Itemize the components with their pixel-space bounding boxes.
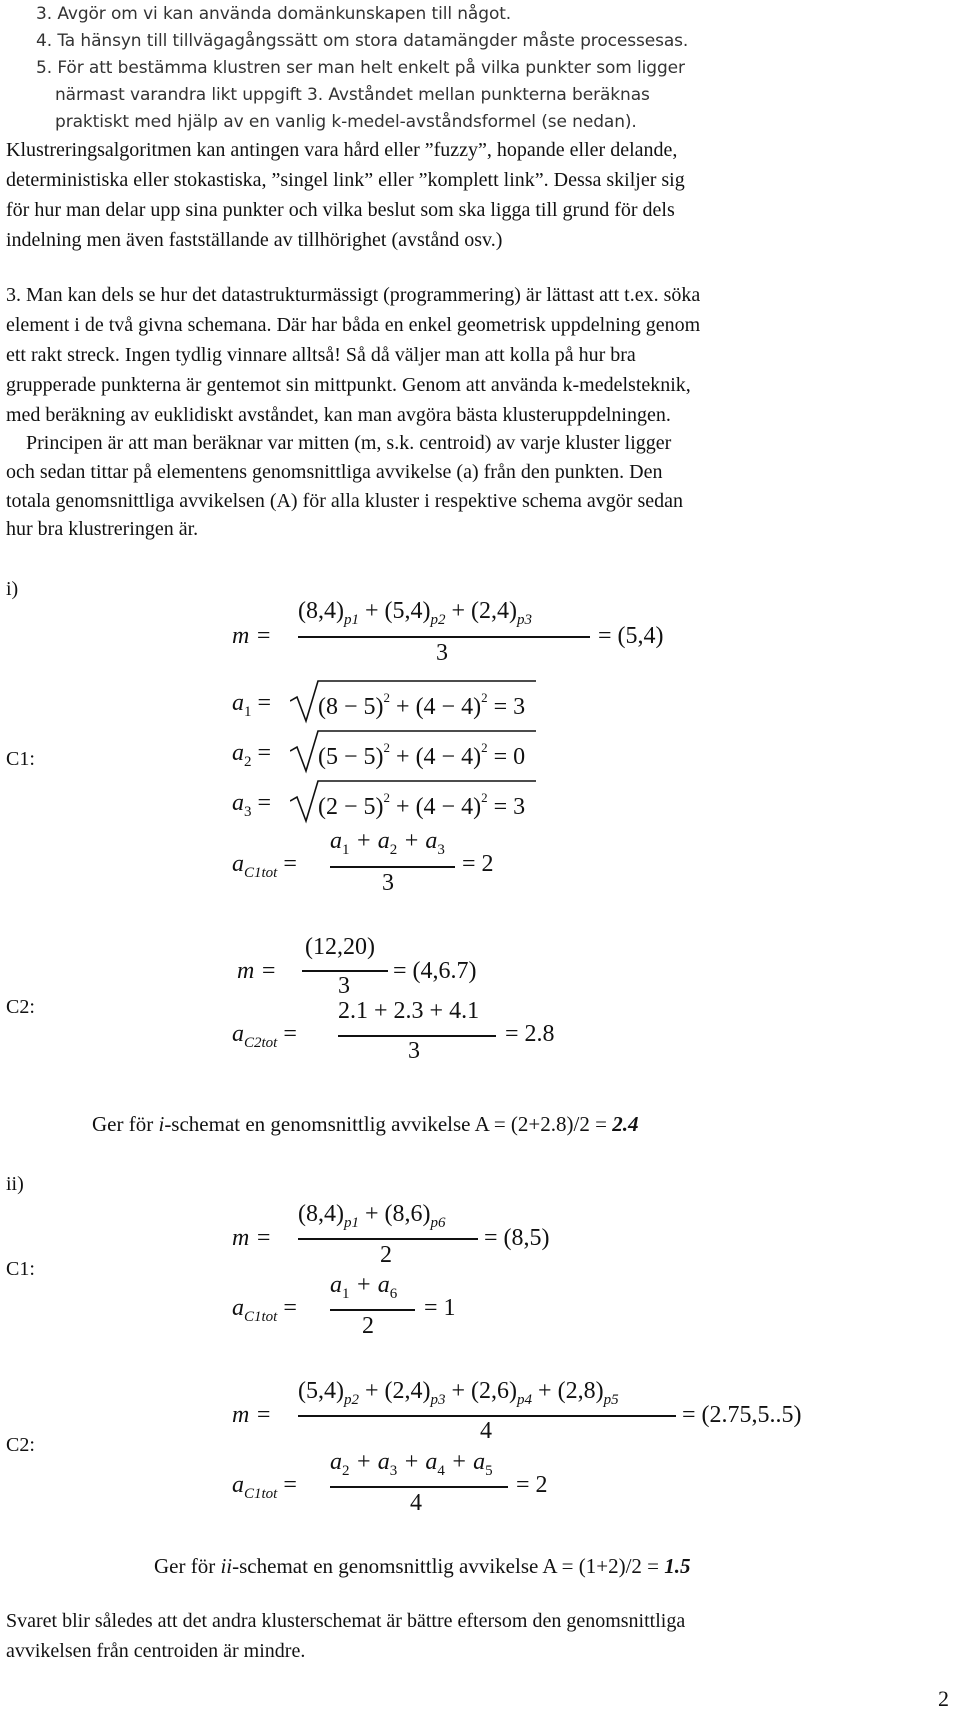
ii-m1-denominator: 2: [380, 1242, 392, 1268]
ii-m2-fraction-bar: [298, 1415, 676, 1417]
para2-line-3: ett rakt streck. Ingen tydlig vinnare alltså! Så då väljer man att kolla på hur bra: [6, 344, 636, 366]
i-ac1-result: = 2: [462, 851, 494, 877]
ii-ac1-numerator: $a_1 + a_6$: [330, 1272, 398, 1302]
section-i-c2-label: C2:: [6, 996, 35, 1018]
i-ac2-result: = 2.8: [505, 1021, 555, 1047]
i-m1-result: = (5,4): [598, 623, 664, 649]
i-m2-denominator: 3: [338, 973, 350, 999]
m-label: m =: [232, 623, 272, 649]
para2-line-6: Principen är att man beräknar var mitten (m, s.k. centroid) av varje kluster ligger: [6, 432, 672, 454]
para2-line-5: med beräkning av euklidiskt avståndet, kan man avgöra bästa klusteruppdelningen.: [6, 404, 671, 426]
ii-ac2-lhs: $a_{C1tot}$ =: [232, 1472, 297, 1502]
para2-line-4: grupperade punkterna är gentemot sin mittpunkt. Genom att använda k-medelsteknik,: [6, 374, 691, 396]
ii-m2-result: = (2.75,5..5): [682, 1402, 802, 1428]
i-a3-equation: $a_3$ =: [232, 790, 272, 820]
para1-line-1: Klustreringsalgoritmen kan antingen vara hård eller ”fuzzy”, hopande eller delande,: [6, 139, 678, 161]
section-ii-c2-label: C2:: [6, 1434, 35, 1456]
page-number: 2: [938, 1686, 949, 1711]
i-a2-equation: $a_2$ =: [232, 740, 272, 770]
para1-line-3: för hur man delar upp sina punkter och vilka beslut som ska ligga till grund för dels: [6, 199, 675, 221]
i-m2-result: = (4,6.7): [393, 958, 477, 984]
i-ac2-numerator: 2.1 + 2.3 + 4.1: [338, 998, 480, 1024]
conclusion-line-1: Svaret blir således att det andra klusterschemat är bättre eftersom den genomsnittliga: [6, 1610, 686, 1632]
i-a1-equation: $a_1$ =: [232, 690, 272, 720]
ii-m1-result: = (8,5): [484, 1225, 550, 1251]
i-m1-denominator: 3: [436, 640, 448, 666]
intro-line-1: 3. Avgör om vi kan använda domänkunskapen till något.: [36, 4, 512, 24]
ii-ac2-result: = 2: [516, 1472, 548, 1498]
i-a2-radicand: $(5 - 5)^2 + (4 - 4)^2 = 0$: [318, 740, 526, 770]
section-i-c1-label: C1:: [6, 748, 35, 770]
ii-m1-numerator: $(8,4)_{p1} + (8,6)_{p6}$: [298, 1201, 446, 1231]
section-ii-summary: Ger för ii-schemat en genomsnittlig avvikelse A = (1+2)/2 = 1.5: [154, 1554, 691, 1578]
ii-m1-fraction-bar: [298, 1238, 478, 1240]
i-m1-fraction-bar: [298, 636, 590, 638]
ii-ac1-result: = 1: [424, 1295, 456, 1321]
ii-m1-lhs: m =: [232, 1225, 272, 1251]
ii-ac1-lhs: $a_{C1tot}$ =: [232, 1295, 297, 1325]
section-ii-c1-label: C1:: [6, 1258, 35, 1280]
intro-line-5: praktiskt med hjälp av en vanlig k-medel-avståndsformel (se nedan).: [55, 112, 637, 132]
i-m2-fraction-bar: [302, 970, 388, 972]
i-m2-numerator: (12,20): [305, 934, 375, 960]
para2-line-2: element i de två givna schemana. Där har båda en enkel geometrisk uppdelning genom: [6, 314, 701, 336]
i-ac1-numerator: $a_1 + a_2 + a_3$: [330, 828, 445, 858]
ii-m2-denominator: 4: [480, 1418, 492, 1444]
para2-line-9: hur bra klustreringen är.: [6, 518, 199, 540]
section-i-summary: Ger för i-schemat en genomsnittlig avvikelse A = (2+2.8)/2 = 2.4: [92, 1112, 639, 1136]
i-ac2-lhs: $a_{C2tot}$ =: [232, 1021, 297, 1051]
i-a3-radicand: $(2 - 5)^2 + (4 - 4)^2 = 3$: [318, 790, 526, 820]
i-a1-radicand: $(8 - 5)^2 + (4 - 4)^2 = 3$: [318, 690, 526, 720]
para2-line-7: och sedan tittar på elementens genomsnittliga avvikelse (a) från den punkten. Den: [6, 461, 663, 483]
para2-line-1: 3. Man kan dels se hur det datastrukturmässigt (programmering) är lättast att t.ex. söka: [6, 284, 701, 306]
i-m2-lhs: m =: [237, 958, 277, 984]
i-ac1-lhs: $a_{C1tot}$ =: [232, 851, 297, 881]
i-ac1-denominator: 3: [382, 870, 394, 896]
i-ac2-denominator: 3: [408, 1038, 420, 1064]
para2-line-8: totala genomsnittliga avvikelsen (A) för alla kluster i respektive schema avgör sedan: [6, 490, 684, 512]
i-ac1-fraction-bar: [330, 866, 455, 868]
intro-line-4: närmast varandra likt uppgift 3. Avståndet mellan punkterna beräknas: [55, 85, 650, 105]
para1-line-4: indelning men även fastställande av tillhörighet (avstånd osv.): [6, 229, 503, 251]
section-ii-label: ii): [6, 1173, 24, 1195]
i-m1-numerator: $(8,4)_{p1} + (5,4)_{p2} + (2,4)_{p3}$: [298, 598, 533, 628]
intro-line-2: 4. Ta hänsyn till tillvägagångssätt om stora datamängder måste processesas.: [36, 31, 689, 51]
conclusion-line-2: avvikelsen från centroiden är mindre.: [6, 1640, 306, 1662]
ii-m2-lhs: m =: [232, 1402, 272, 1428]
ii-ac2-denominator: 4: [410, 1490, 422, 1516]
ii-ac2-numerator: $a_2 + a_3 + a_4 + a_5$: [330, 1449, 493, 1479]
section-i-label: i): [6, 578, 19, 600]
i-ac2-fraction-bar: [338, 1035, 496, 1037]
i-sqrt-signs: [290, 675, 540, 835]
intro-line-3: 5. För att bestämma klustren ser man helt enkelt på vilka punkter som ligger: [36, 58, 685, 78]
ii-ac2-fraction-bar: [330, 1486, 508, 1488]
ii-m2-numerator: $(5,4)_{p2} + (2,4)_{p3} + (2,6)_{p4} + (2,8)_{p5}$: [298, 1378, 619, 1408]
para1-line-2: deterministiska eller stokastiska, ”singel link” eller ”komplett link”. Dessa skiljer sig: [6, 169, 685, 191]
ii-ac1-fraction-bar: [330, 1309, 415, 1311]
ii-ac1-denominator: 2: [362, 1313, 374, 1339]
